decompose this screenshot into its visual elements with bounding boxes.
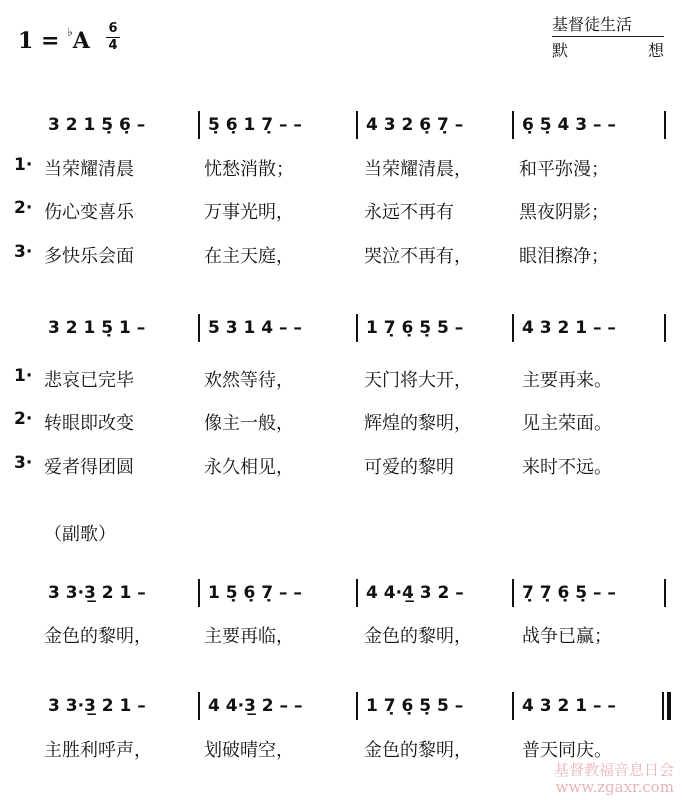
lyric-phrase: 黑夜阴影； xyxy=(519,202,609,223)
chorus-label: （副歌） xyxy=(44,524,116,545)
meter-numerator: 6 xyxy=(108,21,118,36)
final-barline-thick xyxy=(667,692,671,720)
barline xyxy=(198,111,200,139)
lyric-phrase: 辉煌的黎明， xyxy=(364,413,472,434)
lyric-phrase: 金色的黎明， xyxy=(364,626,472,647)
measure: 5 3 1 4 – – xyxy=(208,318,302,338)
measure: 4 3 2 6̣ 7̣ – xyxy=(366,115,464,135)
lyric-phrase: 和平弥漫； xyxy=(519,159,609,180)
measure: 7̣ 7̣ 6̣ 5̣ – – xyxy=(522,583,616,603)
barline xyxy=(198,579,200,607)
meter-denominator: 4 xyxy=(108,38,118,53)
barline xyxy=(356,111,358,139)
lyric-phrase: 眼泪擦净； xyxy=(519,246,609,267)
barline xyxy=(512,111,514,139)
measure: 3 3·3̲ 2 1 – xyxy=(48,696,146,716)
lyric-phrase: 划破晴空， xyxy=(204,740,294,761)
measure: 4 4·4̲ 3 2 – xyxy=(366,583,464,603)
lyric-phrase: 金色的黎明， xyxy=(44,626,152,647)
verse-number: 2· xyxy=(14,409,33,429)
notation-row xyxy=(0,696,682,720)
chorus-lyric-line xyxy=(0,736,682,760)
lyric-phrase: 多快乐会面 xyxy=(44,246,134,267)
lyric-phrase: 主要再来。 xyxy=(522,370,612,391)
key-signature: 1 = ♭A xyxy=(18,24,90,54)
verse-line xyxy=(0,453,682,477)
time-signature xyxy=(106,22,120,53)
measure: 4 3 2 1 – – xyxy=(522,318,616,338)
measure: 5̣ 6̣ 1 7̣ – – xyxy=(208,115,302,135)
barline xyxy=(512,579,514,607)
notation-row xyxy=(0,318,682,342)
lyric-phrase: 在主天庭， xyxy=(204,246,294,267)
lyric-phrase: 普天同庆。 xyxy=(522,740,612,761)
lyric-phrase: 天门将大开， xyxy=(364,370,472,391)
barline xyxy=(198,314,200,342)
measure: 3 2 1 5̣ 1 – xyxy=(48,318,146,338)
flat-sign: ♭ xyxy=(67,24,73,39)
lyric-phrase: 见主荣面。 xyxy=(522,413,612,434)
measure: 6̣ 5̣ 4 3 – – xyxy=(522,115,616,135)
lyric-phrase: 永远不再有 xyxy=(364,202,454,223)
lyric-phrase: 战争已赢； xyxy=(522,626,612,647)
lyric-phrase: 像主一般， xyxy=(204,413,294,434)
lyric-phrase: 转眼即改变 xyxy=(44,413,134,434)
lyric-phrase: 哭泣不再有， xyxy=(364,246,472,267)
lyric-phrase: 当荣耀清晨 xyxy=(44,159,134,180)
lyric-phrase: 主胜利呼声， xyxy=(44,740,152,761)
verse-line xyxy=(0,366,682,390)
verse-number: 2· xyxy=(14,198,33,218)
barline xyxy=(664,314,666,342)
chorus-lyric-line xyxy=(0,622,682,646)
lyric-phrase: 忧愁消散； xyxy=(204,159,294,180)
lyric-phrase: 来时不远。 xyxy=(522,457,612,478)
verse-line xyxy=(0,242,682,266)
measure: 4 4·3̲ 2 – – xyxy=(208,696,303,716)
lyric-phrase: 可爱的黎明 xyxy=(364,457,454,478)
barline xyxy=(664,111,666,139)
notation-row xyxy=(0,115,682,139)
measure: 3 2 1 5̣ 6̣ – xyxy=(48,115,146,135)
lyric-phrase: 主要再临， xyxy=(204,626,294,647)
verse-number: 3· xyxy=(14,242,33,262)
barline xyxy=(356,692,358,720)
watermark: 基督教福音息日会 www.zgaxr.com xyxy=(553,761,674,796)
lyric-phrase: 欢然等待， xyxy=(204,370,294,391)
verse-line xyxy=(0,155,682,179)
lyric-phrase: 永久相见， xyxy=(204,457,294,478)
measure: 3 3·3̲ 2 1 – xyxy=(48,583,146,603)
measure: 1 7̣ 6̣ 5̣ 5 – xyxy=(366,318,464,338)
barline xyxy=(512,314,514,342)
lyric-phrase: 金色的黎明， xyxy=(364,740,472,761)
barline xyxy=(356,314,358,342)
barline xyxy=(356,579,358,607)
lyric-phrase: 万事光明， xyxy=(204,202,294,223)
verse-number: 1· xyxy=(14,366,33,386)
barline xyxy=(198,692,200,720)
measure: 4 3 2 1 – – xyxy=(522,696,616,716)
measure: 1 7̣ 6̣ 5̣ 5 – xyxy=(366,696,464,716)
verse-line xyxy=(0,409,682,433)
verse-line xyxy=(0,198,682,222)
source-attribution xyxy=(552,12,664,61)
verse-number: 3· xyxy=(14,453,33,473)
final-barline-thin xyxy=(662,692,664,720)
lyric-phrase: 伤心变喜乐 xyxy=(44,202,134,223)
measure: 1 5̣ 6̣ 7̣ – – xyxy=(208,583,302,603)
verse-number: 1· xyxy=(14,155,33,175)
barline xyxy=(512,692,514,720)
lyric-phrase: 当荣耀清晨， xyxy=(364,159,472,180)
lyric-phrase: 悲哀已完毕 xyxy=(44,370,134,391)
lyric-phrase: 爱者得团圆 xyxy=(44,457,134,478)
source-author: 默 想 xyxy=(552,41,664,60)
source-title: 基督徒生活 xyxy=(552,12,664,37)
barline xyxy=(664,579,666,607)
notation-row xyxy=(0,583,682,607)
